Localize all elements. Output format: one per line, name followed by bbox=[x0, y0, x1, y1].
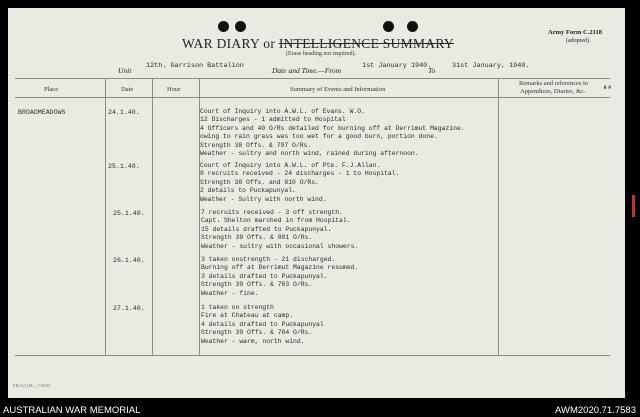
col-header-place: Place bbox=[44, 86, 59, 93]
unit-value: 12th. Garrison Battalion bbox=[146, 62, 244, 70]
summary-line: 8 recruits received - 24 discharges - 1 to Hospital. bbox=[200, 170, 400, 178]
red-edge-mark bbox=[632, 195, 635, 217]
entry-date: 25.1.40. bbox=[113, 210, 145, 217]
col-header-remarks-1: Remarks and references to bbox=[519, 80, 589, 87]
summary-line: Weather - fine. bbox=[201, 289, 259, 297]
summary-line: Strength 39 Offs. & 783 O/Rs. bbox=[201, 281, 313, 289]
date-to-label: To bbox=[428, 66, 436, 75]
summary-line: owing to rain grass was too wet for a good burn, portion done. bbox=[200, 133, 438, 141]
entry-date: 25.1.40. bbox=[108, 163, 140, 170]
entry-date: 27.1.40. bbox=[113, 305, 145, 312]
col-header-summary: Summary of Events and Information bbox=[290, 86, 386, 93]
col-divider-date bbox=[152, 78, 153, 355]
caption-accession-number: AWM2020.71.7583 bbox=[555, 405, 636, 416]
summary-line: Burning off at Derrimut Magazine resumed. bbox=[201, 264, 359, 272]
remarks-handwritten-marks: ⁸ ⁹ bbox=[604, 84, 611, 93]
summary-line: 3 taken onstrength - 21 discharged. bbox=[201, 256, 336, 263]
erase-note: (Erase heading not required). bbox=[286, 51, 356, 57]
form-number: Army Form C.2118 bbox=[548, 29, 602, 36]
summary-line: Strength 38 Offs. & 797 O/Rs. bbox=[200, 141, 312, 149]
summary-line: Strength 39 Offs. & 784 O/Rs. bbox=[201, 329, 313, 337]
summary-line: Capt. Shelton marched in from Hospital. bbox=[201, 217, 351, 225]
col-divider-place bbox=[105, 78, 106, 355]
date-to-value: 31st January, 1940. bbox=[452, 62, 530, 70]
summary-line: 12 Discharges - 1 admitted to Hospital bbox=[200, 116, 346, 124]
binder-hole-3 bbox=[383, 21, 394, 32]
summary-line: 3 details drafted to Puckapunyal. bbox=[201, 272, 328, 280]
binder-hole-1 bbox=[218, 21, 229, 32]
summary-line: Court of Inquiry into A.W.L. of Evans. W.O. bbox=[200, 108, 365, 115]
summary-line: Weather - sultry and north wind, rained during afternoon. bbox=[200, 150, 419, 158]
entry-date: 26.1.40. bbox=[113, 257, 145, 264]
form-title bbox=[182, 36, 454, 52]
printer-mark: P.R.O.(1).M.—7.39/03. bbox=[13, 383, 51, 388]
col-header-date: Date bbox=[121, 86, 134, 93]
title-intelligence-summary: INTELLIGENCE SUMMARY bbox=[278, 36, 454, 51]
summary-line: 2 details to Puckapunyal. bbox=[200, 187, 296, 195]
entry-summary bbox=[201, 304, 324, 346]
table-bottom-rule bbox=[15, 355, 610, 356]
summary-line: Fire at Chateau at camp. bbox=[201, 312, 294, 320]
summary-line: Weather - Sultry with north wind. bbox=[200, 195, 327, 203]
unit-label: Unit bbox=[118, 66, 132, 75]
date-label: Date and Time.—From bbox=[272, 66, 342, 75]
date-from-value: 1st January 1940. bbox=[362, 62, 432, 70]
col-header-remarks-2: Appendices, Diaries, &c. bbox=[520, 88, 586, 95]
form-adopted: (adopted). bbox=[566, 38, 591, 44]
summary-line: Court of Inquiry into A.W.L. of Pte. F.J.Allan. bbox=[200, 162, 381, 169]
summary-line: Strength 39 Offs. & 801 O/Rs. bbox=[201, 234, 313, 242]
summary-line: Weather - warm, north wind. bbox=[201, 337, 305, 345]
summary-line: Weather - sultry with occasional showers. bbox=[201, 242, 359, 250]
entry-place: BROADMEADOWS bbox=[18, 109, 66, 116]
summary-line: 4 Officers and 40 O/Rs detailed for burning off at Derrimut Magazine. bbox=[200, 124, 465, 132]
caption-institution: AUSTRALIAN WAR MEMORIAL bbox=[3, 405, 141, 416]
binder-hole-4 bbox=[407, 21, 418, 32]
binder-hole-2 bbox=[235, 21, 246, 32]
summary-line: 15 details drafted to Puckapunyal. bbox=[201, 225, 332, 233]
entry-summary bbox=[200, 108, 465, 158]
summary-line: Strength 38 Offs. and 810 O/Rs. bbox=[200, 178, 319, 186]
col-divider-summary bbox=[498, 78, 499, 355]
title-war-diary: WAR DIARY bbox=[182, 36, 260, 51]
entry-summary bbox=[201, 209, 358, 251]
title-or: or bbox=[263, 36, 276, 51]
summary-line: 4 details drafted to Puckapunyal bbox=[201, 320, 324, 328]
summary-line: 1 taken on strength bbox=[201, 304, 274, 311]
summary-line: 7 recruits received - 3 off strength. bbox=[201, 209, 343, 216]
entry-summary bbox=[201, 256, 358, 298]
entry-summary bbox=[200, 162, 399, 204]
entry-date: 24.1.40. bbox=[108, 109, 140, 116]
col-header-hour: Hour bbox=[167, 86, 181, 93]
